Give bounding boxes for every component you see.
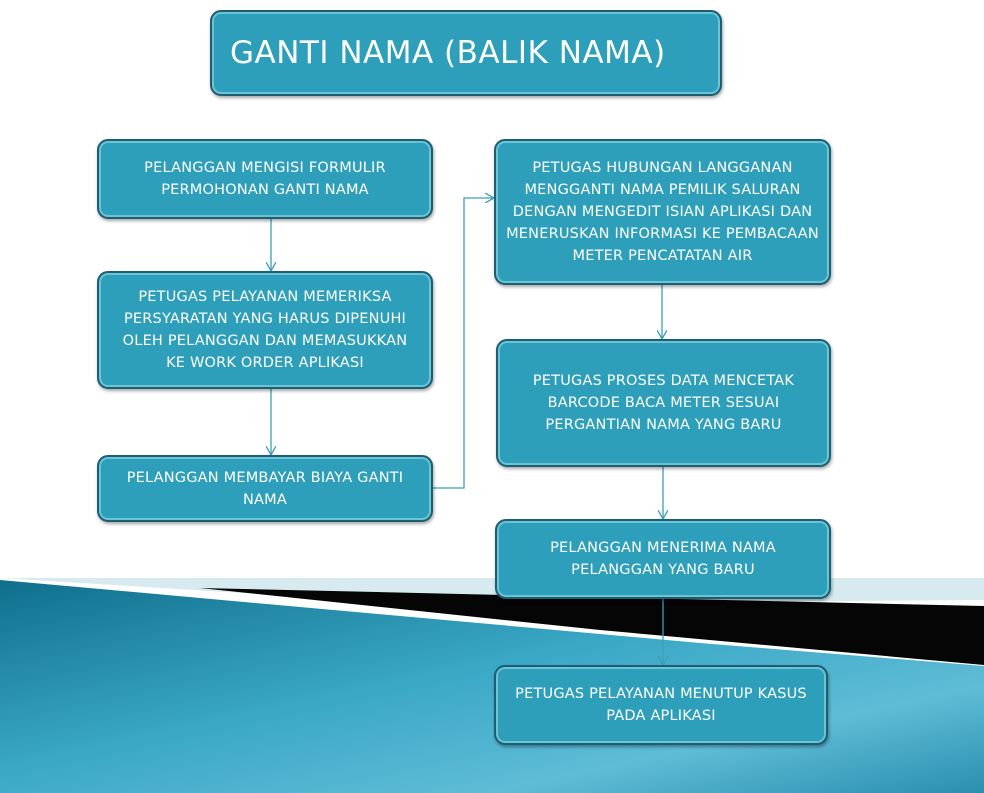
step-print-barcode-text: PETUGAS PROSES DATA MENCETAK BARCODE BACA METER SESUAI PERGANTIAN NAMA YANG BARU (532, 373, 795, 433)
step-receive-new-name (495, 519, 831, 599)
step-fill-form (97, 139, 433, 219)
page-title-text: GANTI NAMA (BALIK NAMA) (230, 35, 666, 71)
step-edit-owner-name-text: PETUGAS HUBUNGAN LANGGANAN MENGGANTI NAMA PEMILIK SALURAN DENGAN MENGEDIT ISIAN APLIKASI DAN MENERUSKAN INFORMASI KE PEMBACAAN METER PENCATATAN AIR (506, 160, 819, 264)
step-fill-form-text: PELANGGAN MENGISI FORMULIR PERMOHONAN GANTI NAMA (144, 160, 386, 198)
step-check-requirements (97, 271, 433, 389)
step-pay-fee-text: PELANGGAN MEMBAYAR BIAYA GANTI NAMA (126, 469, 404, 508)
step-close-case-text: PETUGAS PELAYANAN MENUTUP KASUS PADA APLIKASI (515, 686, 807, 724)
page-title (210, 10, 722, 96)
step-receive-new-name-text: PELANGGAN MENERIMA NAMA PELANGGAN YANG BARU (550, 540, 776, 578)
step-check-requirements-text: PETUGAS PELAYANAN MEMERIKSA PERSYARATAN YANG HARUS DIPENUHI OLEH PELANGGAN DAN MEMASUKKAN KE WORK ORDER APLIKASI (122, 289, 408, 371)
step-close-case (494, 665, 828, 745)
step-edit-owner-name (494, 139, 831, 285)
step-pay-fee (97, 455, 433, 522)
step-print-barcode (496, 339, 831, 467)
